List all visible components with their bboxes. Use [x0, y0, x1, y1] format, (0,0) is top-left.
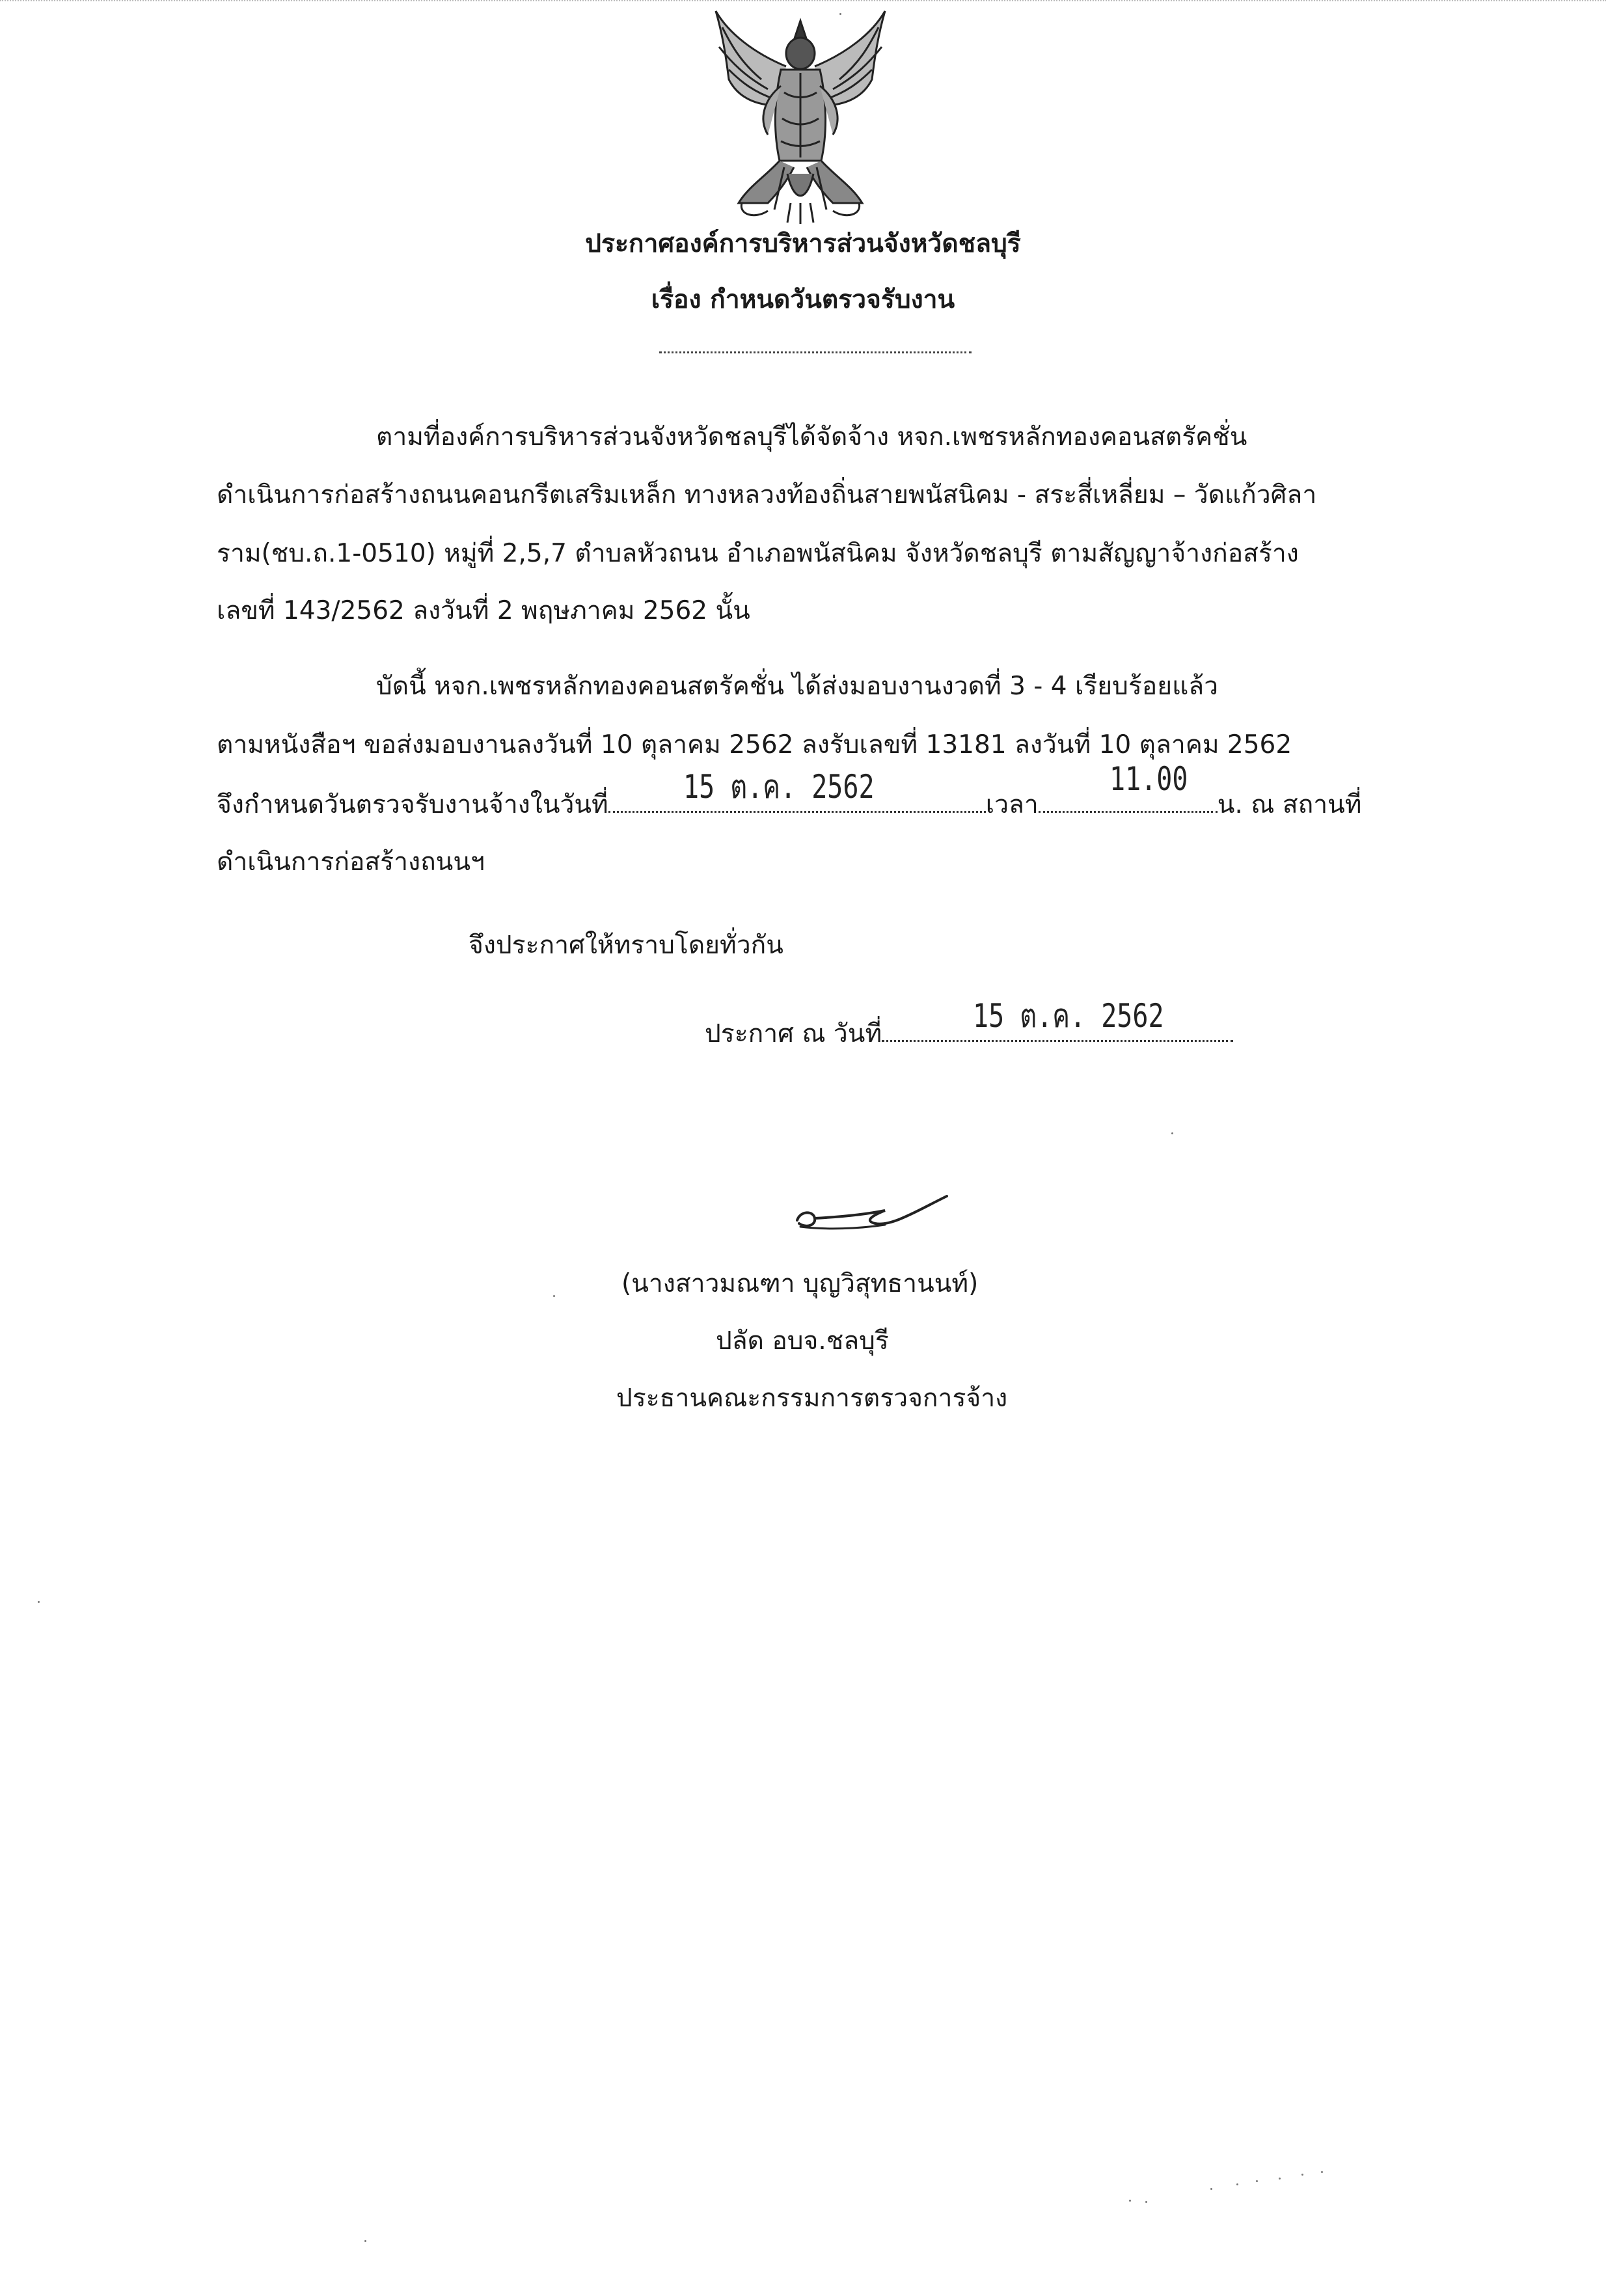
paragraph2-line2: ตามหนังสือฯ ขอส่งมอบงานลงวันที่ 10 ตุลาคม 2562 ลงรับเลขที่ 13181 ลงวันที่ 10 ตุลาคม 2562 [217, 730, 1292, 759]
inspection-location-label: น. ณ สถานที่ [1217, 790, 1362, 819]
document-subject: เรื่อง กำหนดวันตรวจรับงาน [651, 285, 955, 314]
paragraph2-line1: บัดนี้ หจก.เพชรหลักทองคอนสตรัคชั่น ได้ส่งมอบงานงวดที่ 3 - 4 เรียบร้อยแล้ว [376, 672, 1219, 701]
garuda-emblem-icon [703, 8, 898, 226]
paragraph1-line3: ราม(ชบ.ถ.1-0510) หมู่ที่ 2,5,7 ตำบลหัวถนน อำเภอพนัสนิคม จังหวัดชลบุรี ตามสัญญาจ้างก่อสร้าง [217, 539, 1299, 568]
header-separator [659, 351, 972, 353]
handwritten-inspection-date: 15 ต.ค. 2562 [683, 768, 875, 806]
scan-speck [1210, 2188, 1212, 2190]
inspection-date-label: จึงกำหนดวันตรวจรับงานจ้างในวันที่ [217, 790, 608, 819]
handwritten-announcement-date: 15 ต.ค. 2562 [973, 997, 1164, 1035]
signature-icon [787, 1191, 957, 1243]
scan-speck [364, 2240, 366, 2242]
document-title: ประกาศองค์การบริหารส่วนจังหวัดชลบุรี [585, 229, 1021, 258]
paragraph1-line4: เลขที่ 143/2562 ลงวันที่ 2 พฤษภาคม 2562 นั้น [217, 596, 750, 625]
scan-speck [1321, 2171, 1323, 2173]
scan-speck [38, 1601, 40, 1603]
signatory-role: ประธานคณะกรรมการตรวจการจ้าง [616, 1384, 1008, 1413]
scan-speck [1236, 2183, 1238, 2185]
announcement-date-label: ประกาศ ณ วันที่ [705, 1019, 882, 1048]
paragraph2-line4: ดำเนินการก่อสร้างถนนฯ [217, 847, 485, 877]
scan-speck [839, 13, 841, 15]
paragraph1-line1: ตามที่องค์การบริหารส่วนจังหวัดชลบุรีได้จัดจ้าง หจก.เพชรหลักทองคอนสตรัคชั่น [376, 422, 1247, 452]
scan-speck [1301, 2174, 1303, 2176]
handwritten-inspection-time: 11.00 [1109, 760, 1188, 798]
scan-speck [1145, 2201, 1147, 2203]
signatory-position: ปลัด อบจ.ชลบุรี [716, 1326, 889, 1356]
scan-speck [1171, 1132, 1173, 1134]
paragraph1-line2: ดำเนินการก่อสร้างถนนคอนกรีตเสริมเหล็ก ทางหลวงท้องถิ่นสายพนัสนิคม - สระสี่เหลี่ยม – วัดแก้วศิลา [217, 480, 1317, 510]
scan-speck [553, 1295, 555, 1297]
scan-speck [1256, 2180, 1258, 2182]
signatory-name: (นางสาวมณฑา บุญวิสุทธานนท์) [621, 1269, 979, 1298]
scan-speck [1279, 2178, 1281, 2180]
announcement-text: จึงประกาศให้ทราบโดยทั่วกัน [469, 931, 783, 960]
scan-speck [1129, 2200, 1131, 2202]
scan-edge [0, 0, 1606, 3]
inspection-time-label: เวลา [985, 790, 1039, 819]
